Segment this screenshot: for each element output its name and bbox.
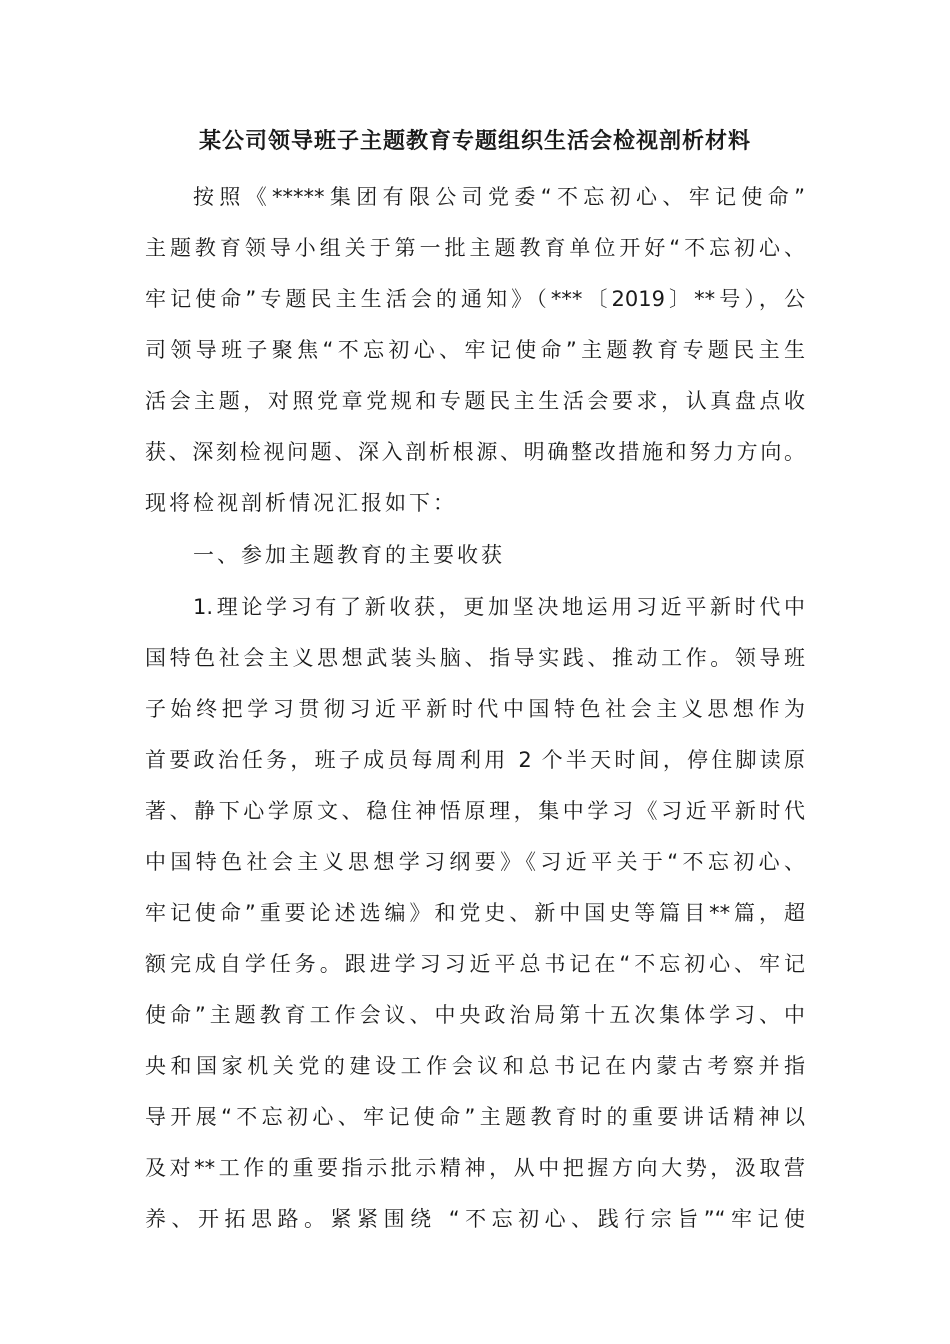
paragraph-line: 1.理论学习有了新收获，更加坚决地运用习近平新时代中: [193, 595, 805, 619]
paragraph-line: 国特色社会主义思想武装头脑、指导实践、推动工作。领导班: [145, 646, 805, 670]
paragraph-line: 现将检视剖析情况汇报如下：: [145, 491, 457, 515]
paragraph-line: 主题教育领导小组关于第一批主题教育单位开好“不忘初心、: [145, 236, 805, 260]
paragraph-line: 获、深刻检视问题、深入剖析根源、明确整改措施和努力方向。: [145, 440, 805, 464]
paragraph-line: 额完成自学任务。跟进学习习近平总书记在“不忘初心、牢记: [145, 952, 805, 976]
paragraph-line: 牢记使命”重要论述选编》和党史、新中国史等篇目**篇，超: [145, 901, 805, 925]
paragraph-line: 司领导班子聚焦“不忘初心、牢记使命”主题教育专题民主生: [145, 338, 805, 362]
paragraph-line: 及对**工作的重要指示批示精神，从中把握方向大势，汲取营: [145, 1156, 805, 1180]
paragraph-line: 央和国家机关党的建设工作会议和总书记在内蒙古考察并指: [145, 1054, 805, 1078]
paragraph-line: 首要政治任务，班子成员每周利用 2 个半天时间，停住脚读原: [145, 748, 805, 772]
paragraph-line: 使命”主题教育工作会议、中央政治局第十五次集体学习、中: [145, 1003, 805, 1027]
paragraph-line: 著、静下心学原文、稳住神悟原理，集中学习《习近平新时代: [145, 799, 805, 823]
document-title: 某公司领导班子主题教育专题组织生活会检视剖析材料: [198, 129, 751, 154]
paragraph-line: 按照《*****集团有限公司党委“不忘初心、牢记使命”: [193, 185, 805, 209]
paragraph-line: 活会主题，对照党章党规和专题民主生活会要求，认真盘点收: [145, 389, 805, 413]
paragraph-line: 养、开拓思路。紧紧围绕 “不忘初心、践行宗旨”“牢记使: [145, 1207, 805, 1231]
paragraph-line: 导开展“不忘初心、牢记使命”主题教育时的重要讲话精神以: [145, 1105, 805, 1129]
paragraph-line: 中国特色社会主义思想学习纲要》《习近平关于“不忘初心、: [145, 850, 805, 874]
paragraph-line: 牢记使命”专题民主生活会的通知》（***〔2019〕**号），公: [145, 287, 805, 311]
section-heading: 一、参加主题教育的主要收获: [193, 543, 505, 567]
paragraph-line: 子始终把学习贯彻习近平新时代中国特色社会主义思想作为: [145, 697, 805, 721]
